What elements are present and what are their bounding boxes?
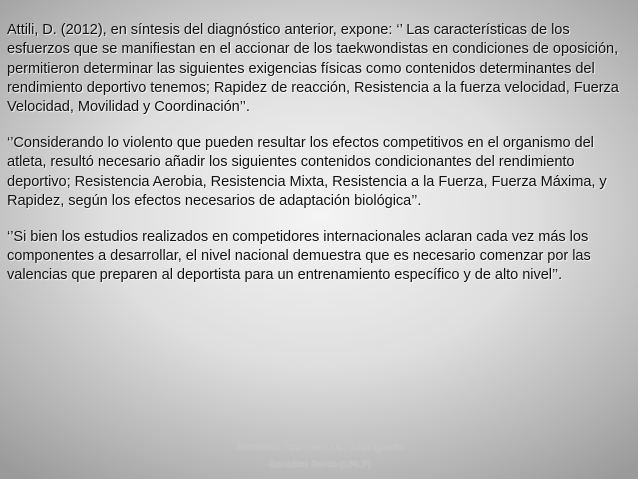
paragraph-si-bien-quote: ‘’Si bien los estudios realizados en competidores internacionales aclaran cada vez más los componentes a desarrollar, el nivel nacional demuestra que es necesario comenzar por las valencias que preparen al deportista para un entrenamiento específico y de alto nivel’’.	[7, 228, 591, 284]
slide-body	[7, 21, 633, 286]
paragraph-attili-quote: Attili, D. (2012), en síntesis del diagnóstico anterior, expone: ‘’ Las características de los esfuerzos que se manifiestan en el accionar de los taekwondistas en condiciones de oposición, permitieron determinar las siguientes exigencias físicas como contenidos determinantes del rendimiento deportivo tenemos; Rapidez de reacción, Resistencia a la fuerza velocidad, Fuerza Velocidad, Movilidad y Coordinación’’.	[7, 22, 619, 116]
footer-line-1: Seminario: Tae-Kwon-Do / Juan Ignacio	[236, 442, 404, 453]
footer-line-2: González Borda (UNLP)	[268, 458, 372, 470]
slide-footer	[215, 440, 425, 473]
paragraph-considerando-quote: ‘’Considerando lo violento que pueden resultar los efectos competitivos en el organismo del atleta, resultó necesario añadir los siguientes contenidos condicionantes del rendimiento deportivo; Resistencia Aerobia, Resistencia Mixta, Resistencia a la Fuerza, Fuerza Máxima, y Rapidez, según los efectos necesarios de adaptación biológica’’.	[7, 134, 607, 209]
